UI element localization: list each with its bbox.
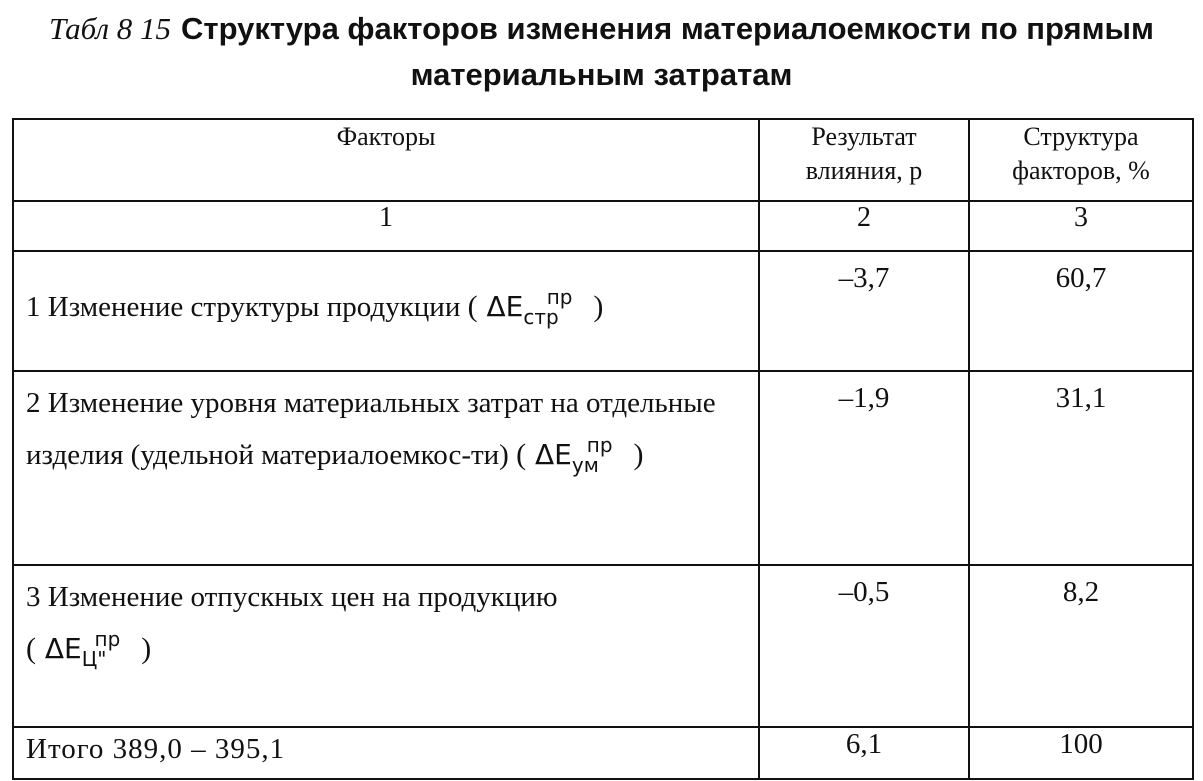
total-share: 100	[969, 727, 1193, 779]
header-result: Результат влияния, р	[759, 119, 969, 201]
table-row	[13, 251, 1193, 371]
factor-cell	[13, 371, 759, 565]
share-cell: 31,1	[969, 371, 1193, 565]
result-cell: –0,5	[759, 565, 969, 727]
header-factors: Факторы	[13, 119, 759, 201]
header-row	[13, 119, 1193, 201]
total-result: 6,1	[759, 727, 969, 779]
column-number-2: 2	[759, 201, 969, 251]
column-number-3: 3	[969, 201, 1193, 251]
table-row	[13, 371, 1193, 565]
factor-text: 2 Изменение уровня материальных затрат на отдельные изделия (удельной материалоемкос-ти)	[26, 387, 716, 471]
table-title-line2: материальным затратам	[410, 57, 793, 92]
share-cell: 8,2	[969, 565, 1193, 727]
factor-cell	[13, 251, 759, 371]
total-label: Итого 389,0 – 395,1	[13, 727, 759, 779]
factor-text: 1 Изменение структуры продукции	[26, 291, 461, 323]
result-cell: –1,9	[759, 371, 969, 565]
result-cell: –3,7	[759, 251, 969, 371]
factor-text: 3 Изменение отпускных цен на продукцию	[26, 581, 558, 613]
table-number-label: Табл 8 15	[49, 11, 171, 46]
column-number-row	[13, 201, 1193, 251]
factor-symbol: ( $\Delta E_{ум}^{пр}$ )	[516, 433, 644, 477]
table-title	[0, 6, 1203, 98]
factors-table	[12, 118, 1194, 780]
factor-symbol: ( $\Delta E_{Ц"}^{пр}$ )	[26, 627, 152, 671]
share-cell: 60,7	[969, 251, 1193, 371]
total-row	[13, 727, 1193, 779]
column-number-1: 1	[13, 201, 759, 251]
table-row	[13, 565, 1193, 727]
factor-symbol: ( $\Delta E_{стр}^{пр}$ )	[467, 285, 604, 329]
table-title-line1: Структура факторов изменения материалоемкости по прямым	[181, 11, 1154, 46]
factor-cell	[13, 565, 759, 727]
header-structure: Структура факторов, %	[969, 119, 1193, 201]
